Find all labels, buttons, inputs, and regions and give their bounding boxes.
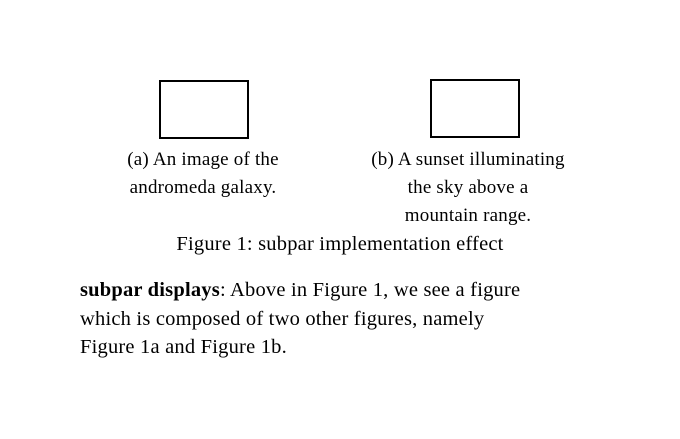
subfigure-a-caption-line-1: (a) An image of the <box>127 149 279 170</box>
subfigure-a-caption-line-2: andromeda galaxy. <box>129 177 277 198</box>
subfigure-b-caption-line-2: the sky above a <box>407 177 529 198</box>
subfigure-b-image-placeholder <box>430 79 520 138</box>
paragraph-lead-bold: subpar displays <box>80 279 220 301</box>
subfigure-b-caption <box>360 146 576 230</box>
paragraph-line-1-rest: : Above in Figure 1, we see a figure <box>219 279 521 301</box>
subfigure-b-caption-line-3: mountain range. <box>404 205 532 226</box>
subfigure-a-caption <box>99 146 307 202</box>
paragraph-line-3: Figure 1a and Figure 1b. <box>80 336 287 359</box>
subfigure-a-image-placeholder <box>159 80 249 139</box>
body-paragraph <box>80 276 620 362</box>
figure-caption: Figure 1: subpar implementation effect <box>176 233 504 255</box>
paragraph-line-2: which is composed of two other figures, namely <box>80 307 485 330</box>
subfigure-b-caption-line-1: (b) A sunset illuminating <box>371 149 565 170</box>
